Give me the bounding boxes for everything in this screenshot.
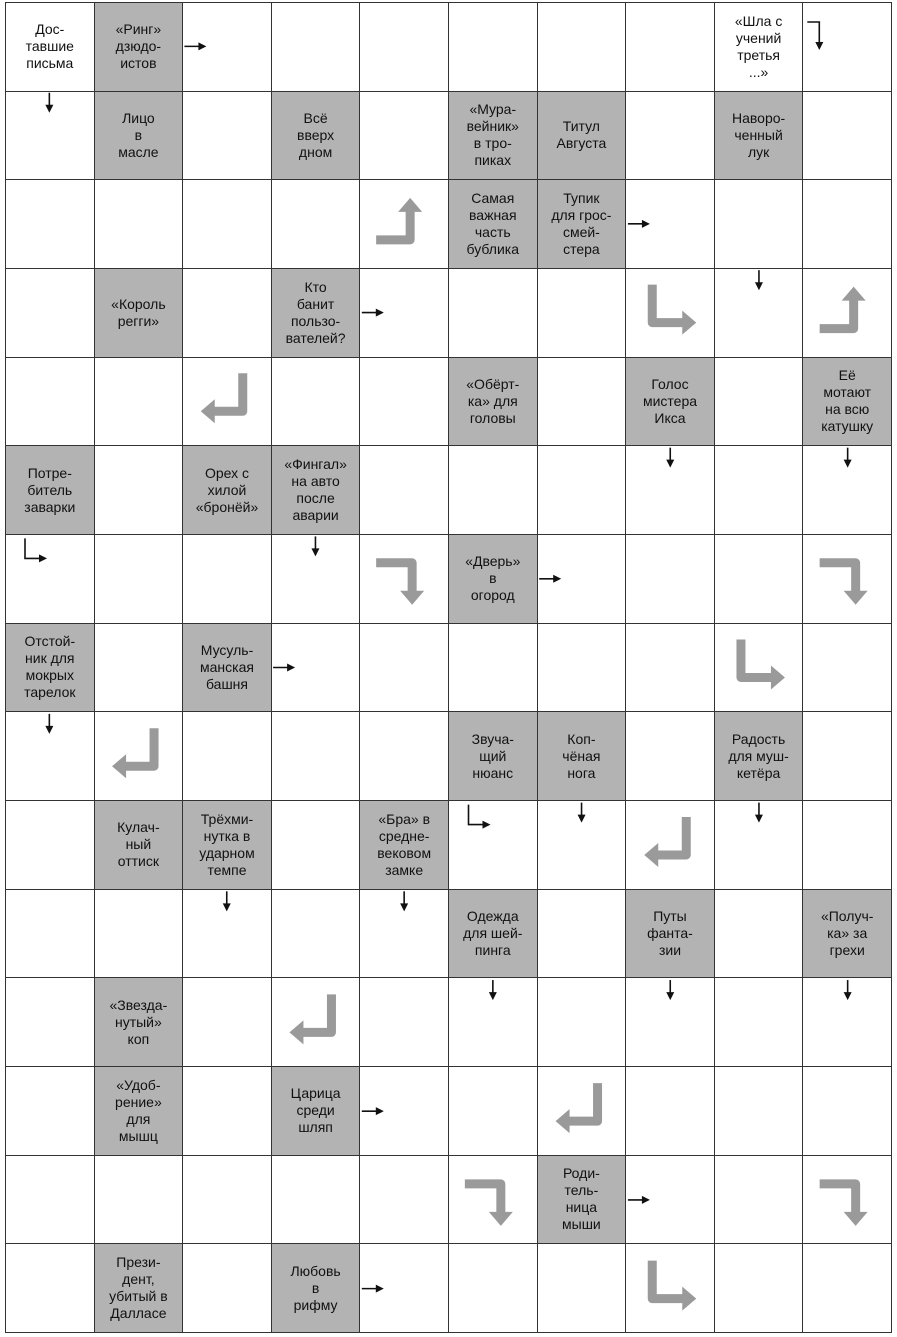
answer-cell[interactable] <box>360 1156 449 1245</box>
answer-cell[interactable] <box>360 269 449 358</box>
answer-cell[interactable] <box>183 269 272 358</box>
clue-cell <box>803 358 892 447</box>
clue-cell <box>538 180 627 269</box>
clue-cell <box>183 624 272 713</box>
answer-cell[interactable] <box>715 1156 804 1245</box>
clue-cell <box>715 92 804 181</box>
clue-cell <box>449 92 538 181</box>
answer-cell[interactable] <box>538 3 627 92</box>
clue-text: Голос мистера Икса <box>642 375 698 426</box>
answer-cell[interactable] <box>449 3 538 92</box>
clue-text: Дос- тавшие письма <box>25 21 74 72</box>
answer-cell[interactable] <box>803 1156 892 1245</box>
clue-text: Самая важная часть бублика <box>466 190 520 258</box>
clue-text: Царица среди шляп <box>290 1085 341 1136</box>
answer-cell[interactable] <box>95 890 184 979</box>
answer-cell[interactable] <box>803 92 892 181</box>
answer-cell[interactable] <box>183 1156 272 1245</box>
clue-text: «Получ- ка» за грехи <box>820 907 874 958</box>
answer-cell[interactable] <box>449 978 538 1067</box>
clue-text: «Удоб- рение» для мышц <box>115 1076 162 1144</box>
clue-cell <box>449 890 538 979</box>
clue-cell <box>6 446 95 535</box>
answer-cell[interactable] <box>715 269 804 358</box>
clue-text: «Бра» в средне- вековом замке <box>377 810 432 878</box>
answer-cell[interactable] <box>95 1156 184 1245</box>
clue-text: «Обёрт- ка» для головы <box>466 375 520 426</box>
answer-cell[interactable] <box>538 624 627 713</box>
answer-cell[interactable] <box>803 1244 892 1333</box>
clue-text: «Шла с учений третья ...» <box>734 12 783 80</box>
clue-text: Кто банит пользо- вателей? <box>285 278 346 346</box>
answer-cell[interactable] <box>272 358 361 447</box>
answer-cell[interactable] <box>6 180 95 269</box>
clue-text: «Мура- вейник» в тро- пиках <box>466 101 519 169</box>
clue-cell <box>95 269 184 358</box>
clue-cell <box>272 446 361 535</box>
clue-cell <box>360 801 449 890</box>
answer-cell[interactable] <box>360 446 449 535</box>
answer-cell[interactable] <box>449 801 538 890</box>
answer-cell[interactable] <box>183 92 272 181</box>
clue-text: Одежда для шей- пинга <box>463 907 523 958</box>
clue-text: «Дверь» в огород <box>465 553 521 604</box>
clue-cell <box>272 1067 361 1156</box>
answer-cell[interactable] <box>272 890 361 979</box>
clue-text: Любовь в рифму <box>290 1262 341 1313</box>
clue-cell <box>6 624 95 713</box>
answer-cell[interactable] <box>803 978 892 1067</box>
answer-cell[interactable] <box>803 624 892 713</box>
answer-cell[interactable] <box>95 446 184 535</box>
answer-cell[interactable] <box>626 3 715 92</box>
answer-cell[interactable] <box>449 1156 538 1245</box>
clue-cell <box>538 712 627 801</box>
answer-cell[interactable] <box>626 1156 715 1245</box>
crossword-grid <box>5 2 892 1333</box>
answer-cell[interactable] <box>360 3 449 92</box>
clue-text: «Ринг» дзюдо- истов <box>115 21 162 72</box>
clue-cell <box>803 890 892 979</box>
clue-text: Потре- битель заварки <box>24 464 76 515</box>
answer-cell[interactable] <box>6 1156 95 1245</box>
answer-cell[interactable] <box>803 3 892 92</box>
clue-text: Орех с хилой «бронёй» <box>195 464 259 515</box>
answer-cell[interactable] <box>715 180 804 269</box>
answer-cell[interactable] <box>272 535 361 624</box>
answer-cell[interactable] <box>95 624 184 713</box>
clue-text: Кулач- ный оттиск <box>117 819 160 870</box>
answer-cell[interactable] <box>626 978 715 1067</box>
clue-text: Прези- дент, убитый в Далласе <box>109 1254 168 1322</box>
answer-cell[interactable] <box>360 624 449 713</box>
clue-cell <box>626 358 715 447</box>
answer-cell[interactable] <box>626 535 715 624</box>
answer-cell[interactable] <box>538 978 627 1067</box>
answer-cell[interactable] <box>449 1067 538 1156</box>
clue-text: «Звезда- нутый» коп <box>109 996 168 1047</box>
clue-text: Титул Августа <box>556 118 607 152</box>
answer-cell[interactable] <box>272 180 361 269</box>
answer-cell[interactable] <box>803 269 892 358</box>
clue-text: Трёхми- нутка в ударном темпе <box>199 810 255 878</box>
answer-cell[interactable] <box>715 358 804 447</box>
answer-cell[interactable] <box>360 358 449 447</box>
clue-text: Коп- чёная нога <box>562 730 601 781</box>
answer-cell[interactable] <box>715 624 804 713</box>
clue-cell <box>272 269 361 358</box>
clue-cell <box>95 1067 184 1156</box>
answer-cell[interactable] <box>6 890 95 979</box>
clue-cell <box>95 1244 184 1333</box>
answer-cell[interactable] <box>183 1067 272 1156</box>
answer-cell[interactable] <box>272 801 361 890</box>
clue-cell <box>449 358 538 447</box>
clue-cell <box>715 3 804 92</box>
clue-cell <box>95 801 184 890</box>
answer-cell[interactable] <box>715 1067 804 1156</box>
answer-cell[interactable] <box>6 535 95 624</box>
answer-cell[interactable] <box>6 712 95 801</box>
answer-cell[interactable] <box>6 1244 95 1333</box>
clue-text: Всё вверх дном <box>297 109 335 160</box>
clue-cell <box>95 3 184 92</box>
clue-cell <box>715 712 804 801</box>
clue-cell <box>95 978 184 1067</box>
answer-cell[interactable] <box>272 1156 361 1245</box>
answer-cell[interactable] <box>538 358 627 447</box>
answer-cell[interactable] <box>626 92 715 181</box>
answer-cell[interactable] <box>183 1244 272 1333</box>
clue-text: Её мотают на всю катушку <box>821 367 874 435</box>
clue-text: Путы фанта- зии <box>647 907 693 958</box>
answer-cell[interactable] <box>6 978 95 1067</box>
answer-cell[interactable] <box>626 801 715 890</box>
clue-cell <box>449 180 538 269</box>
answer-cell[interactable] <box>449 624 538 713</box>
answer-cell[interactable] <box>272 3 361 92</box>
answer-cell[interactable] <box>538 1244 627 1333</box>
clue-text: Радость для муш- кетёра <box>728 730 789 781</box>
answer-cell[interactable] <box>360 1067 449 1156</box>
answer-cell[interactable] <box>449 1244 538 1333</box>
answer-cell[interactable] <box>626 446 715 535</box>
answer-cell[interactable] <box>538 890 627 979</box>
answer-cell[interactable] <box>360 535 449 624</box>
answer-cell[interactable] <box>360 890 449 979</box>
clue-text: Тупик для грос- смей- стера <box>551 190 612 258</box>
answer-cell[interactable] <box>95 535 184 624</box>
clue-cell <box>626 890 715 979</box>
clue-text: Мусуль- манская башня <box>200 641 254 692</box>
answer-cell[interactable] <box>272 978 361 1067</box>
answer-cell[interactable] <box>538 446 627 535</box>
answer-cell[interactable] <box>183 978 272 1067</box>
answer-cell[interactable] <box>360 92 449 181</box>
clue-text: «Король регги» <box>111 295 166 329</box>
clue-text: Лицо в масле <box>118 109 159 160</box>
answer-cell[interactable] <box>449 269 538 358</box>
answer-cell[interactable] <box>360 978 449 1067</box>
clue-cell <box>183 446 272 535</box>
answer-cell[interactable] <box>360 180 449 269</box>
answer-cell[interactable] <box>360 712 449 801</box>
clue-text: Наворо- ченный лук <box>731 109 786 160</box>
answer-cell[interactable] <box>183 3 272 92</box>
answer-cell[interactable] <box>95 712 184 801</box>
answer-cell[interactable] <box>272 712 361 801</box>
answer-cell[interactable] <box>6 358 95 447</box>
clue-text: Отстой- ник для мокрых тарелок <box>24 633 76 701</box>
clue-cell <box>95 92 184 181</box>
clue-text: Звуча- щий нюанс <box>471 730 514 781</box>
answer-cell[interactable] <box>803 712 892 801</box>
answer-cell[interactable] <box>715 978 804 1067</box>
answer-cell[interactable] <box>626 1244 715 1333</box>
answer-cell[interactable] <box>6 1067 95 1156</box>
answer-cell[interactable] <box>183 358 272 447</box>
answer-cell[interactable] <box>6 269 95 358</box>
answer-cell[interactable] <box>538 269 627 358</box>
answer-cell[interactable] <box>803 180 892 269</box>
clue-cell <box>6 3 95 92</box>
answer-cell[interactable] <box>803 535 892 624</box>
answer-cell[interactable] <box>183 180 272 269</box>
answer-cell[interactable] <box>95 358 184 447</box>
answer-cell[interactable] <box>626 624 715 713</box>
answer-cell[interactable] <box>626 180 715 269</box>
clue-cell <box>272 92 361 181</box>
answer-cell[interactable] <box>272 624 361 713</box>
answer-cell[interactable] <box>183 535 272 624</box>
answer-cell[interactable] <box>715 801 804 890</box>
answer-cell[interactable] <box>626 1067 715 1156</box>
clue-cell <box>449 535 538 624</box>
clue-cell <box>183 801 272 890</box>
answer-cell[interactable] <box>626 712 715 801</box>
answer-cell[interactable] <box>6 92 95 181</box>
clue-cell <box>272 1244 361 1333</box>
answer-cell[interactable] <box>715 890 804 979</box>
answer-cell[interactable] <box>803 801 892 890</box>
clue-text: «Фингал» на авто после аварии <box>284 456 347 524</box>
answer-cell[interactable] <box>6 801 95 890</box>
answer-cell[interactable] <box>95 180 184 269</box>
answer-cell[interactable] <box>803 1067 892 1156</box>
answer-cell[interactable] <box>183 712 272 801</box>
answer-cell[interactable] <box>538 1067 627 1156</box>
clue-text: Роди- тель- ница мыши <box>562 1165 601 1233</box>
answer-cell[interactable] <box>715 535 804 624</box>
clue-cell <box>538 92 627 181</box>
answer-cell[interactable] <box>538 801 627 890</box>
answer-cell[interactable] <box>449 446 538 535</box>
answer-cell[interactable] <box>803 446 892 535</box>
answer-cell[interactable] <box>360 1244 449 1333</box>
answer-cell[interactable] <box>183 890 272 979</box>
answer-cell[interactable] <box>715 1244 804 1333</box>
answer-cell[interactable] <box>538 535 627 624</box>
clue-cell <box>538 1156 627 1245</box>
clue-cell <box>449 712 538 801</box>
answer-cell[interactable] <box>715 446 804 535</box>
answer-cell[interactable] <box>626 269 715 358</box>
